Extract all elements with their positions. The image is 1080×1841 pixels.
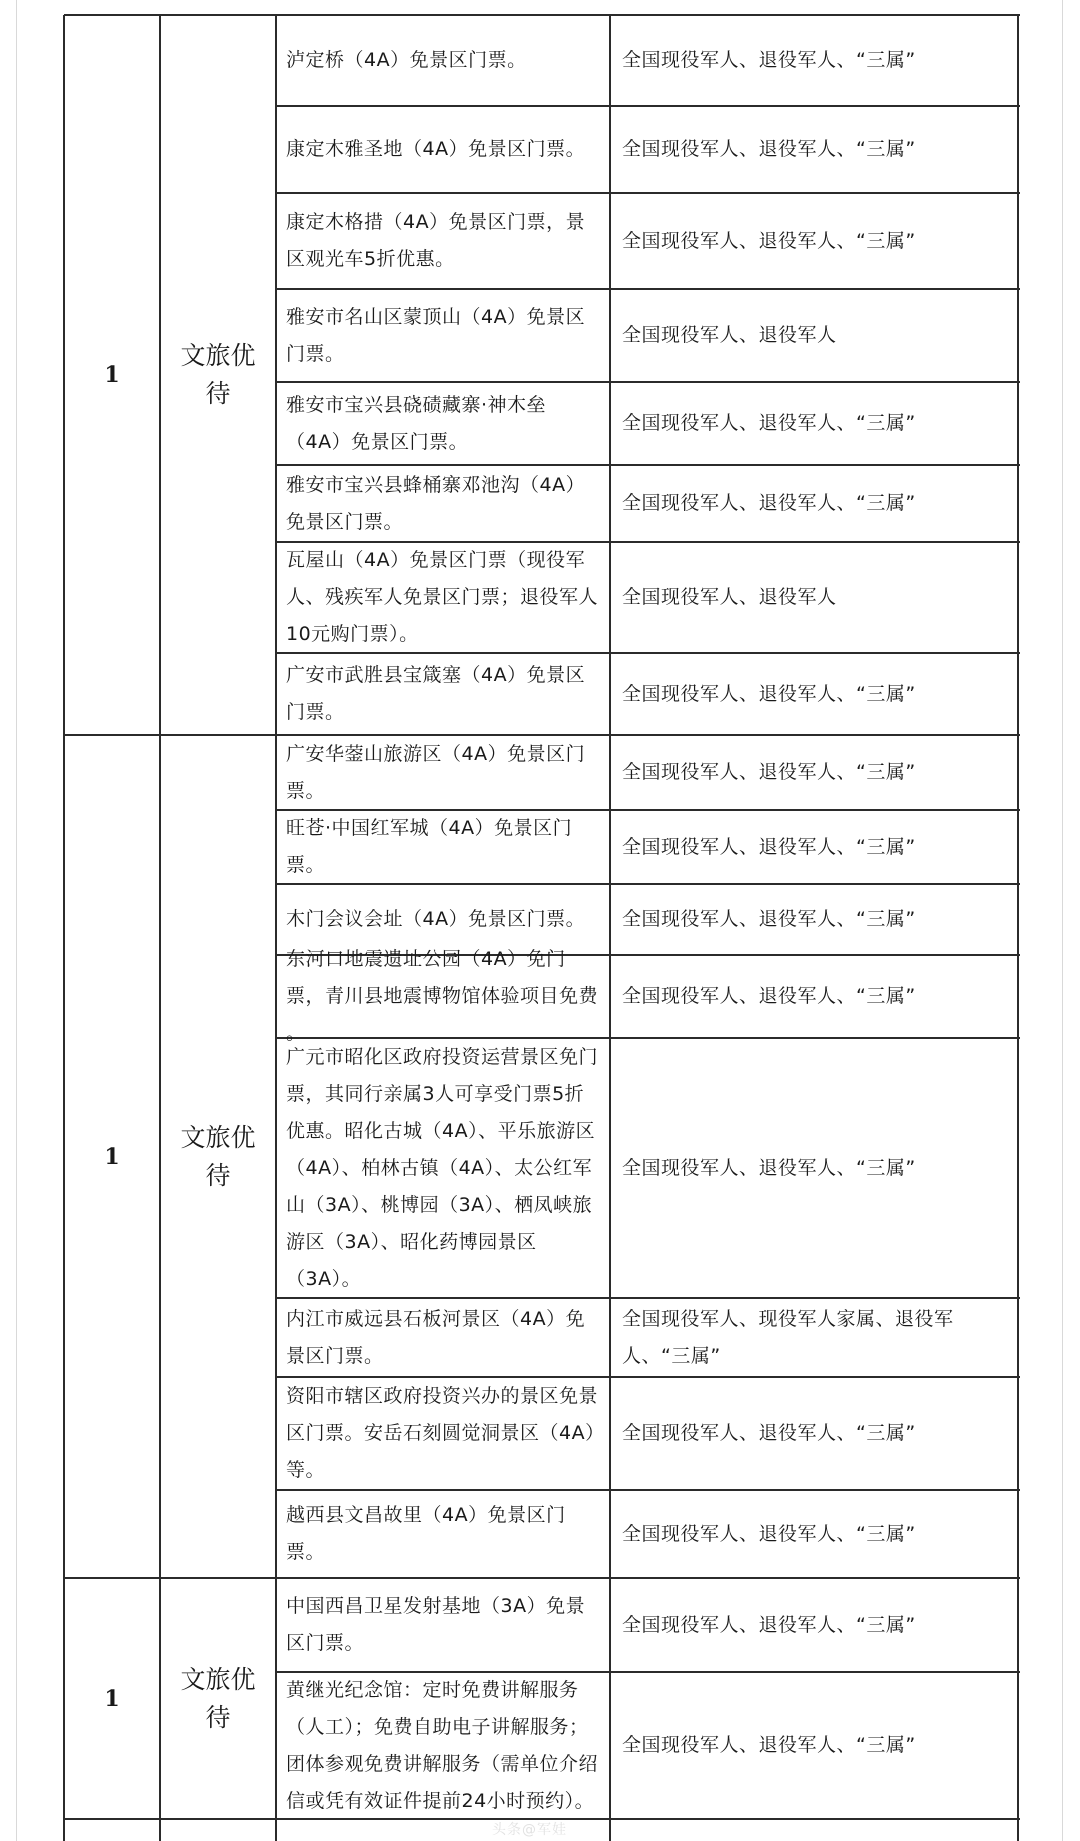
page-edge (1062, 0, 1063, 1841)
eligible-group (610, 955, 1018, 1038)
eligible-group-text: 全国现役军人、退役军人 (622, 324, 837, 346)
benefit-item-text: 中国西昌卫星发射基地（3A）免景区门票。 (286, 1595, 586, 1654)
benefit-item-text: 泸定桥（4A）免景区门票。 (286, 49, 527, 71)
eligible-group (610, 884, 1018, 955)
group-number: 1 (104, 362, 120, 388)
eligible-group (610, 542, 1018, 653)
eligible-group (610, 1490, 1018, 1578)
eligible-group (610, 810, 1018, 884)
benefit-item-text: 木门会议会址（4A）免景区门票。 (286, 908, 586, 930)
benefit-item (276, 653, 610, 735)
benefit-item-text: 越西县文昌故里（4A）免景区门票。 (286, 1504, 566, 1563)
benefit-item (276, 542, 610, 653)
eligible-group-text: 全国现役军人、退役军人、“三属” (622, 412, 916, 434)
benefit-item-text: 雅安市宝兴县硗碛藏寨·神木垒（4A）免景区门票。 (286, 393, 547, 453)
eligible-group (610, 1578, 1018, 1672)
benefit-item (276, 1038, 610, 1298)
eligible-group (610, 1038, 1018, 1298)
benefit-item (276, 15, 610, 106)
eligible-group-text: 全国现役军人、退役军人、“三属” (622, 761, 916, 783)
group-category: 文旅优待 (180, 341, 256, 408)
benefit-item (276, 465, 610, 542)
group-number: 1 (104, 1685, 120, 1712)
benefit-item-text: 东河口地震遗址公园（4A）免门票，青川县地震博物馆体验项目免费 。 (286, 948, 599, 1044)
eligible-group-text: 全国现役军人、退役军人、“三属” (622, 908, 916, 930)
benefit-item-text: 雅安市名山区蒙顶山（4A）免景区门票。 (286, 305, 586, 365)
eligible-group (610, 465, 1018, 542)
eligible-group-text: 全国现役军人、退役军人、“三属” (622, 835, 916, 858)
benefit-item-text: 内江市威远县石板河景区（4A）免景区门票。 (286, 1307, 586, 1367)
benefit-item (276, 1672, 610, 1819)
benefit-item (276, 1578, 610, 1672)
eligible-group-text: 全国现役军人、退役军人、“三属” (622, 985, 916, 1007)
benefit-item-text: 雅安市宝兴县蜂桶寨邓池沟（4A）免景区门票。 (286, 473, 586, 533)
eligible-group (610, 289, 1018, 382)
eligible-group (610, 382, 1018, 465)
eligible-group-text: 全国现役军人、退役军人、“三属” (622, 1522, 916, 1545)
benefit-item-text: 旺苍·中国红军城（4A）免景区门票。 (286, 817, 573, 876)
group-number: 1 (104, 1143, 120, 1170)
eligible-group (610, 1672, 1018, 1819)
watermark: 头条@军娃 (492, 1822, 567, 1838)
benefit-item (276, 1490, 610, 1578)
benefit-item-text: 广安华蓥山旅游区（4A）免景区门票。 (286, 742, 586, 802)
benefit-item (276, 1377, 610, 1490)
benefit-item (276, 193, 610, 289)
benefit-item-text: 广元市昭化区政府投资运营景区免门票，其同行亲属3人可享受门票5折优惠。昭化古城（4A）、平乐旅游区（4A）、柏林古镇（4A）、太公红军山（3A）、桃博园（3A）、栖凤峡旅游区（3A）、昭化药博园景区（3A）。 (286, 1045, 599, 1290)
benefit-item (276, 948, 610, 1044)
benefit-item (276, 382, 610, 465)
eligible-group-text: 全国现役军人、退役军人、“三属” (622, 1734, 916, 1756)
group-category: 文旅优待 (180, 1122, 256, 1190)
eligible-group-text: 全国现役军人、退役军人、“三属” (622, 1422, 916, 1444)
eligible-group (610, 15, 1018, 106)
eligible-group-text: 全国现役军人、退役军人、“三属” (622, 1156, 916, 1179)
benefit-item (276, 810, 610, 884)
benefit-item (276, 106, 610, 193)
eligible-group-text: 全国现役军人、退役军人、“三属” (622, 229, 916, 252)
eligible-group (610, 735, 1018, 810)
benefit-item-text: 黄继光纪念馆：定时免费讲解服务（人工）；免费自助电子讲解服务；团体参观免费讲解服务（需单位介绍信或凭有效证件提前24小时预约）。 (286, 1678, 599, 1812)
eligible-group (610, 193, 1018, 289)
benefit-item-text: 瓦屋山（4A）免景区门票（现役军人、残疾军人免景区门票；退役军人10元购门票）。 (286, 549, 599, 645)
eligible-group-text: 全国现役军人、退役军人、“三属” (622, 492, 916, 514)
benefit-item (276, 289, 610, 382)
group-category: 文旅优待 (180, 1664, 256, 1732)
page-edge (16, 0, 17, 1841)
eligible-group-text: 全国现役军人、退役军人、“三属” (622, 682, 916, 705)
eligible-group-text: 全国现役军人、退役军人、“三属” (622, 1613, 916, 1636)
eligible-group-text: 全国现役军人、退役军人、“三属” (622, 49, 916, 71)
benefit-item-text: 广安市武胜县宝箴塞（4A）免景区门票。 (286, 664, 586, 723)
eligible-group (610, 1298, 1018, 1377)
eligible-group-text: 全国现役军人、现役军人家属、退役军人、“三属” (622, 1307, 954, 1367)
eligible-group (610, 106, 1018, 193)
benefit-item-text: 资阳市辖区政府投资兴办的景区免景区门票。安岳石刻圆觉洞景区（4A）等。 (286, 1385, 599, 1481)
eligible-group (610, 653, 1018, 735)
benefit-item-text: 康定木格措（4A）免景区门票，景区观光车5折优惠。 (286, 211, 586, 270)
eligible-group-text: 全国现役军人、退役军人、“三属” (622, 138, 916, 160)
eligible-group (610, 1377, 1018, 1490)
eligible-group-text: 全国现役军人、退役军人 (622, 586, 837, 608)
benefit-item (276, 1298, 610, 1377)
benefit-item (276, 735, 610, 810)
benefit-item-text: 康定木雅圣地（4A）免景区门票。 (286, 138, 586, 160)
